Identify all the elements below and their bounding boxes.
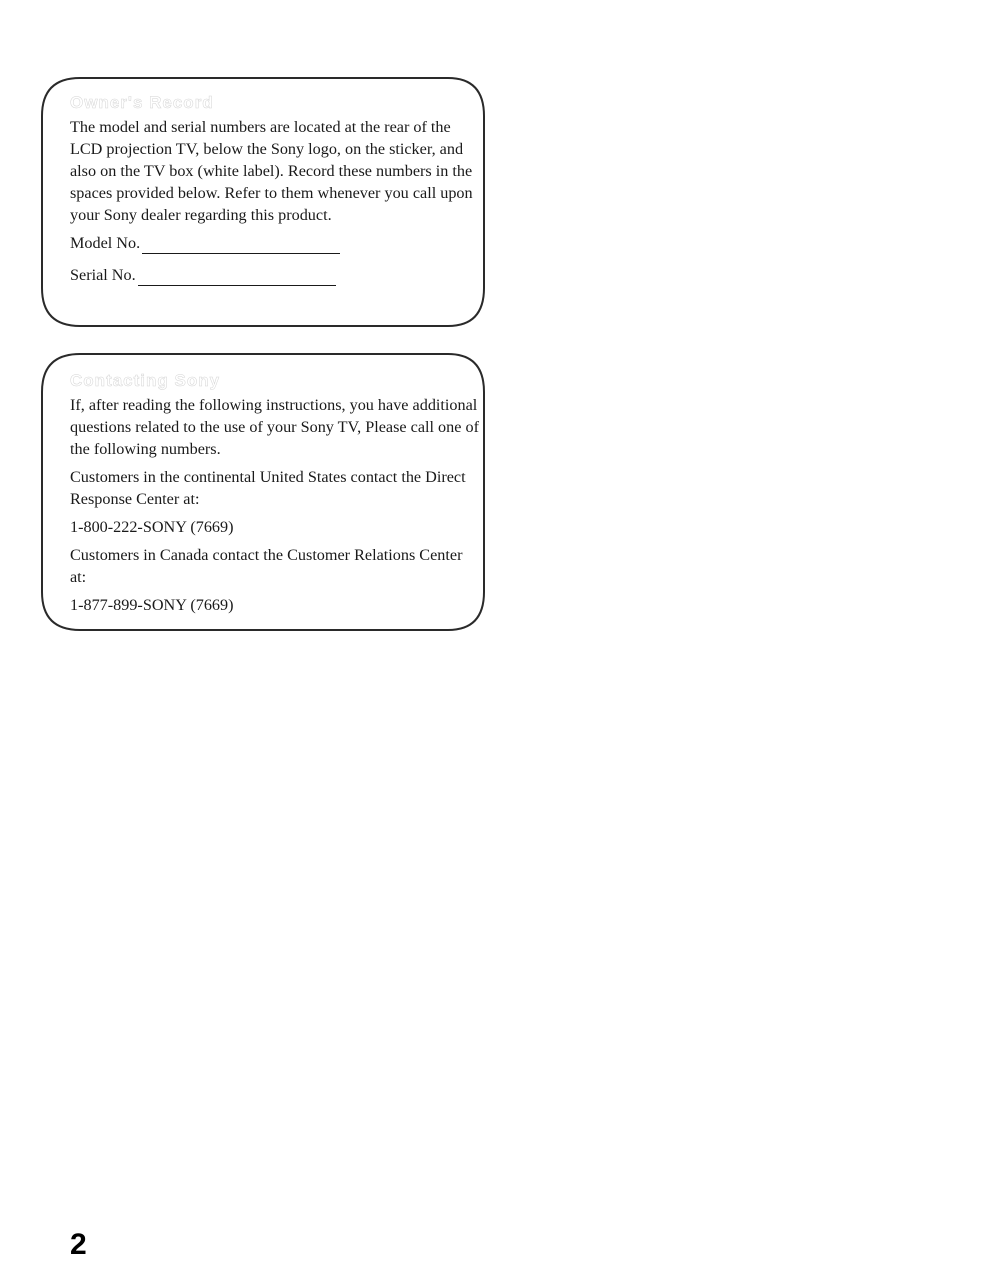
serial-number-row bbox=[70, 264, 480, 286]
owners-record-paragraph: The model and serial numbers are located at the rear of the LCD projection TV, below the Sony logo, on the sticker, and also on the TV box (white label). Record these numbers in the spaces provided below. Refer to them whenever you call upon your Sony dealer regarding this product. bbox=[70, 118, 473, 224]
owners-record-box bbox=[40, 76, 486, 328]
contacting-sony-intro: If, after reading the following instructions, you have additional questions related to the use of your Sony TV, Please call one of the following numbers. bbox=[70, 396, 479, 458]
contacting-sony-title: Contacting Sony bbox=[70, 371, 221, 390]
serial-number-label: Serial No. bbox=[70, 266, 136, 284]
us-phone-number: 1-800-222-SONY (7669) bbox=[70, 518, 234, 536]
serial-number-field[interactable] bbox=[138, 271, 336, 286]
contacting-sony-content bbox=[70, 370, 480, 622]
page-number: 2 bbox=[70, 1228, 87, 1261]
contacting-sony-box bbox=[40, 352, 486, 632]
canada-customers-text: Customers in Canada contact the Customer Relations Center at: bbox=[70, 546, 463, 586]
owners-record-title: Owner's Record bbox=[70, 93, 214, 112]
owners-record-content bbox=[70, 92, 480, 296]
model-number-field[interactable] bbox=[142, 239, 340, 254]
model-number-row bbox=[70, 232, 480, 254]
canada-phone-number: 1-877-899-SONY (7669) bbox=[70, 596, 234, 614]
model-number-label: Model No. bbox=[70, 234, 141, 252]
us-customers-text: Customers in the continental United States contact the Direct Response Center at: bbox=[70, 468, 466, 508]
